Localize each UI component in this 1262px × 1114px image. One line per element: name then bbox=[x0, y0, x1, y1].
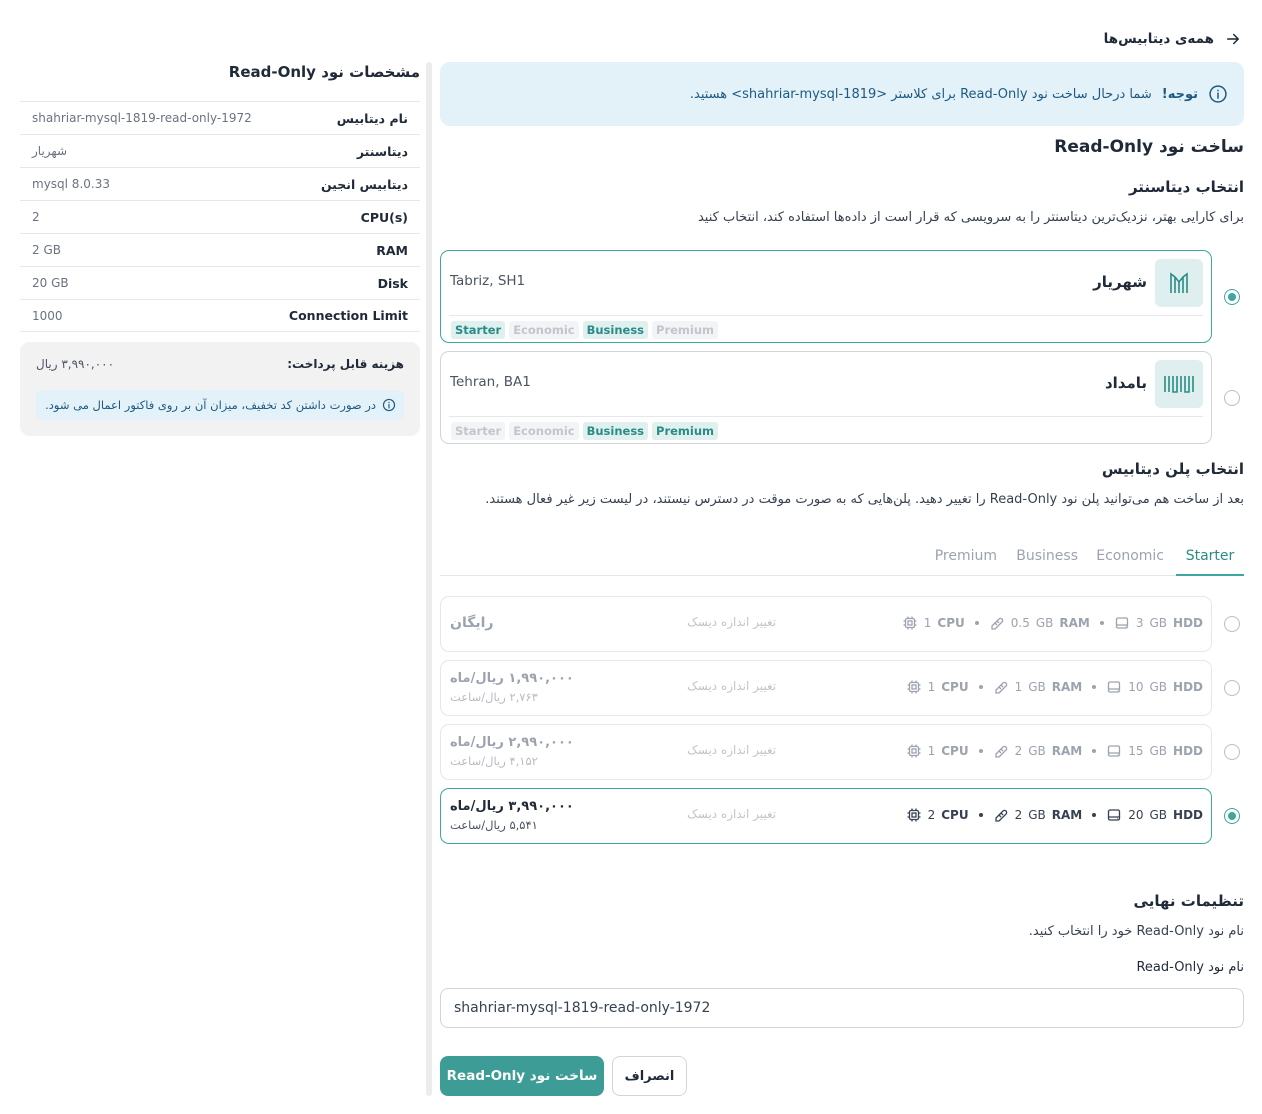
summary-row: نام دیتابیس shahriar-mysql-1819-read-only-1972 bbox=[20, 101, 420, 134]
hard-drive-icon bbox=[1114, 615, 1130, 631]
divider bbox=[449, 315, 1203, 316]
hdd-unit: HDD bbox=[1173, 808, 1203, 822]
ram-value: 1 bbox=[1014, 680, 1023, 694]
hdd-value: 3 bbox=[1135, 616, 1144, 630]
summary-row: Disk 20 GB bbox=[20, 266, 420, 299]
resize-disk-label: تغییر اندازه دیسک bbox=[687, 807, 777, 821]
tag-business: Business bbox=[583, 321, 648, 339]
summary-row: دیتاسنتر شهریار bbox=[20, 134, 420, 167]
cost-label: هزینه قابل پرداخت: bbox=[287, 357, 404, 371]
separator-dot bbox=[979, 749, 983, 753]
plan-row[interactable]: HDD GB 15 RAM GB 2 CPU 1 تغییر اندازه دیسک ۲,۹۹۰,۰۰۰ ریال/ماه ۴,۱۵۲ ریال/ساعت bbox=[440, 724, 1212, 780]
plan-radio[interactable] bbox=[1224, 808, 1240, 824]
cpu-icon bbox=[902, 615, 918, 631]
hdd-unit: HDD bbox=[1173, 680, 1203, 694]
cpu-unit: CPU bbox=[941, 680, 969, 694]
separator-dot bbox=[1092, 685, 1096, 689]
resize-disk-label: تغییر اندازه دیسک bbox=[687, 615, 777, 629]
separator-dot bbox=[1092, 813, 1096, 817]
plan-heading: انتخاب پلن دیتابیس bbox=[1101, 460, 1244, 478]
plan-tabs bbox=[440, 540, 1244, 576]
datacenter-location: Tehran, BA1 bbox=[450, 374, 531, 390]
hdd-value: 10 bbox=[1128, 680, 1144, 694]
plan-row[interactable]: HDD GB 20 RAM GB 2 CPU 2 تغییر اندازه دیسک ۳,۹۹۰,۰۰۰ ریال/ماه ۵,۵۴۱ ریال/ساعت bbox=[440, 788, 1212, 844]
datacenter-radio-bamdad[interactable] bbox=[1224, 390, 1240, 406]
hard-drive-icon bbox=[1106, 679, 1122, 695]
panel-divider bbox=[426, 62, 432, 1096]
notice-title: توجه! bbox=[1161, 86, 1198, 102]
discount-note bbox=[36, 390, 404, 420]
hdd-value: 15 bbox=[1128, 744, 1144, 758]
hdd-unit: HDD bbox=[1173, 616, 1203, 630]
datacenter-radio-shahriar[interactable] bbox=[1224, 289, 1240, 305]
info-icon bbox=[382, 398, 396, 412]
cpu-icon bbox=[906, 807, 922, 823]
shahriar-logo-icon bbox=[1155, 259, 1203, 307]
tab-starter[interactable]: Starter bbox=[1185, 548, 1235, 564]
memory-icon bbox=[993, 743, 1009, 759]
ram-unit: RAM bbox=[1051, 808, 1083, 822]
datacenter-card-shahriar[interactable] bbox=[440, 250, 1212, 343]
plan-hourly-price: ۴,۱۵۲ ریال/ساعت bbox=[450, 754, 538, 768]
plan-price: ۱,۹۹۰,۰۰۰ ریال/ماه bbox=[450, 671, 574, 686]
summary-title: مشخصات نود Read-Only bbox=[228, 63, 420, 81]
tab-business[interactable]: Business bbox=[1016, 548, 1078, 564]
hdd-value: 20 bbox=[1128, 808, 1144, 822]
cost-box bbox=[20, 342, 420, 436]
tag-economic: Economic bbox=[509, 321, 578, 339]
cpu-value: 1 bbox=[923, 616, 932, 630]
info-icon bbox=[1208, 84, 1228, 104]
plan-radio[interactable] bbox=[1224, 616, 1240, 632]
back-link-label: همه‌ی دیتابیس‌ها bbox=[1103, 31, 1214, 47]
tab-economic[interactable]: Economic bbox=[1096, 548, 1164, 564]
summary-row: CPU(s) 2 bbox=[20, 200, 420, 233]
separator-dot bbox=[979, 813, 983, 817]
tab-premium[interactable]: Premium bbox=[934, 548, 997, 564]
cpu-value: 1 bbox=[927, 680, 936, 694]
summary-table bbox=[20, 101, 420, 332]
plan-price: رایگان bbox=[450, 615, 494, 631]
notice-text: شما درحال ساخت نود Read-Only برای کلاستر <shahriar-mysql-1819> هستید. bbox=[689, 86, 1152, 102]
resize-disk-label: تغییر اندازه دیسک bbox=[687, 743, 777, 757]
hdd-unit: HDD bbox=[1173, 744, 1203, 758]
cpu-unit: CPU bbox=[941, 744, 969, 758]
node-name-label: نام نود Read-Only bbox=[1136, 960, 1244, 975]
summary-row: Connection Limit 1000 bbox=[20, 299, 420, 332]
final-settings-description: نام نود Read-Only خود را انتخاب کنید. bbox=[1028, 924, 1244, 939]
ram-value: 2 bbox=[1014, 808, 1023, 822]
separator-dot bbox=[1092, 749, 1096, 753]
cpu-value: 2 bbox=[927, 808, 936, 822]
discount-note-text: در صورت داشتن کد تخفیف، میزان آن بر روی فاکتور اعمال می شود. bbox=[45, 398, 376, 412]
ram-unit: RAM bbox=[1051, 680, 1083, 694]
datacenter-card-bamdad[interactable] bbox=[440, 351, 1212, 444]
active-tab-indicator bbox=[1176, 574, 1244, 576]
divider bbox=[449, 416, 1203, 417]
bamdad-logo-icon bbox=[1155, 360, 1203, 408]
datacenter-name: شهریار bbox=[1093, 273, 1147, 291]
tag-business: Business bbox=[583, 422, 648, 440]
summary-row: RAM 2 GB bbox=[20, 233, 420, 266]
separator-dot bbox=[975, 621, 979, 625]
summary-row: دیتابیس انجین mysql 8.0.33 bbox=[20, 167, 420, 200]
memory-icon bbox=[989, 615, 1005, 631]
hard-drive-icon bbox=[1106, 807, 1122, 823]
plan-price: ۳,۹۹۰,۰۰۰ ریال/ماه bbox=[450, 799, 574, 814]
node-name-input[interactable] bbox=[440, 988, 1244, 1028]
tag-premium: Premium bbox=[652, 422, 718, 440]
cpu-icon bbox=[906, 679, 922, 695]
create-node-button[interactable]: ساخت نود Read-Only bbox=[440, 1056, 604, 1096]
plan-radio[interactable] bbox=[1224, 680, 1240, 696]
separator-dot bbox=[979, 685, 983, 689]
plan-row[interactable]: HDD GB 3 RAM GB 0.5 CPU 1 تغییر اندازه دیسک رایگان bbox=[440, 596, 1212, 652]
cpu-unit: CPU bbox=[941, 808, 969, 822]
separator-dot bbox=[1100, 621, 1104, 625]
datacenter-location: Tabriz, SH1 bbox=[450, 273, 526, 289]
datacenter-name: بامداد bbox=[1104, 374, 1147, 392]
final-settings-heading: تنظیمات نهایی bbox=[1133, 892, 1244, 910]
tag-economic: Economic bbox=[509, 422, 578, 440]
ram-value: 0.5 bbox=[1010, 616, 1030, 630]
plan-hourly-price: ۵,۵۴۱ ریال/ساعت bbox=[450, 818, 538, 832]
memory-icon bbox=[993, 807, 1009, 823]
page-title: ساخت نود Read-Only bbox=[1054, 137, 1244, 157]
plan-row[interactable]: HDD GB 10 RAM GB 1 CPU 1 تغییر اندازه دیسک ۱,۹۹۰,۰۰۰ ریال/ماه ۲,۷۶۳ ریال/ساعت bbox=[440, 660, 1212, 716]
ram-unit: RAM bbox=[1051, 744, 1083, 758]
tag-starter: Starter bbox=[451, 321, 505, 339]
cpu-unit: CPU bbox=[937, 616, 965, 630]
plan-radio[interactable] bbox=[1224, 744, 1240, 760]
ram-unit: RAM bbox=[1059, 616, 1090, 630]
back-link[interactable] bbox=[1104, 30, 1242, 48]
arrow-right-icon bbox=[1224, 30, 1242, 48]
plan-hourly-price: ۲,۷۶۳ ریال/ساعت bbox=[450, 690, 538, 704]
ram-value: 2 bbox=[1014, 744, 1023, 758]
resize-disk-label: تغییر اندازه دیسک bbox=[687, 679, 777, 693]
cancel-button[interactable]: انصراف bbox=[612, 1056, 687, 1096]
notice-banner bbox=[440, 62, 1244, 126]
datacenter-description: برای کارایی بهتر، نزدیک‌ترین دیتاسنتر را به سرویسی که قرار است از داده‌ها استفاده کند، انتخاب کنید bbox=[697, 210, 1244, 225]
memory-icon bbox=[993, 679, 1009, 695]
datacenter-heading: انتخاب دیتاسنتر bbox=[1128, 178, 1244, 196]
tag-premium: Premium bbox=[652, 321, 718, 339]
cost-value: ۳,۹۹۰,۰۰۰ ریال bbox=[36, 357, 115, 371]
tag-starter: Starter bbox=[451, 422, 505, 440]
hard-drive-icon bbox=[1106, 743, 1122, 759]
cpu-value: 1 bbox=[927, 744, 936, 758]
plan-price: ۲,۹۹۰,۰۰۰ ریال/ماه bbox=[450, 735, 574, 750]
cpu-icon bbox=[906, 743, 922, 759]
plan-description: بعد از ساخت هم می‌توانید پلن نود Read-Only را تغییر دهید. پلن‌هایی که به صورت موقت در دسترس نیستند، در لیست زیر غیر فعال هستند. bbox=[485, 492, 1244, 507]
